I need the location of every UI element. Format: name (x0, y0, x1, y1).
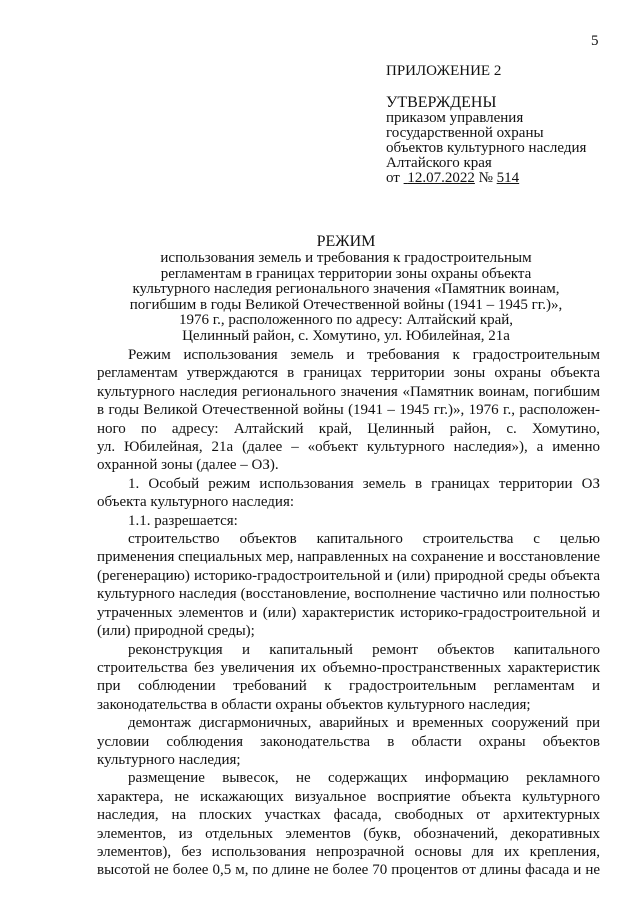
body-line: элементов, из отдельных элементов (букв, обозначений, декоративных (97, 825, 600, 842)
body-line: ул. Юбилейная, 21а (далее – «объект культурного наследия»), а именно (97, 439, 600, 456)
body-line: применения специальных мер, направленных на сохранение и восстановление (97, 549, 600, 566)
approval-line: Алтайского края (386, 155, 492, 171)
body-line: наследия, на плоских участках фасада, свободных от архитектурных (97, 807, 600, 824)
body-line: культурного наследия (восстановление, восполнение частично или полностью (97, 586, 600, 603)
body-paragraph (97, 530, 600, 640)
approval-line: приказом управления (386, 110, 524, 126)
body-line: (или) природной среды); (97, 623, 255, 640)
body-line: культурного наследия регионального значения «Памятник воинам, погибшим (97, 383, 600, 400)
approval-number: 514 (496, 170, 520, 186)
subtitle-line: культурного наследия регионального значения «Памятник воинам, (132, 281, 560, 297)
body-line: утраченных элементов и (или) характеристик историко-градостроительной и (97, 604, 600, 621)
subtitle-line: Целинный район, с. Хомутино, ул. Юбилейная, 21а (182, 327, 510, 344)
body-paragraph (97, 346, 600, 475)
document-title: РЕЖИМ (316, 233, 376, 250)
body-line: ного по адресу: Алтайский край, Целинный район, с. Хомутино, (97, 420, 600, 437)
document-body (97, 346, 600, 880)
body-line: (регенерацию) историко-градостроительной и (или) природной среды объекта (97, 567, 600, 584)
body-line: 1.1. разрешается: (128, 512, 238, 529)
body-paragraph (97, 475, 600, 512)
subtitle-line: погибшим в годы Великой Отечественной войны (1941 – 1945 гг.)», (129, 296, 563, 313)
body-line: регламентам утверждаются в границах территории зоны охраны объекта (97, 365, 600, 382)
subtitle-line: использования земель и требования к градостроительным (160, 250, 532, 266)
body-line: строительство объектов капитального строительства с целью (128, 531, 600, 548)
body-line: демонтаж дисгармоничных, аварийных и временных сооружений при (128, 715, 600, 732)
body-line: 1. Особый режим использования земель в границах территории ОЗ (128, 475, 600, 492)
approval-block (386, 95, 636, 186)
body-line: культурного наследия; (97, 751, 241, 768)
date-prefix: от (386, 170, 400, 186)
body-line: объекта культурного наследия: (97, 494, 295, 511)
body-line: реконструкция и капитальный ремонт объектов капитального (128, 641, 600, 658)
body-line: характера, не искажающих визуальное восприятие объекта культурного (97, 788, 600, 805)
number-sign: № (478, 170, 493, 186)
body-line: при соблюдении требований к градостроительным регламентам и (97, 678, 600, 695)
approval-date: 12.07.2022 (407, 170, 475, 186)
body-line: строительства без увеличения их объемно-пространственных характеристик (97, 659, 600, 676)
body-line: Режим использования земель и требования к градостроительным (128, 347, 600, 363)
body-paragraph (97, 769, 600, 879)
appendix-label: ПРИЛОЖЕНИЕ 2 (386, 63, 502, 79)
subtitle-line: 1976 г., расположенного по адресу: Алтайский край, (178, 312, 514, 328)
body-line: законодательства в области охраны объектов культурного наследия; (97, 696, 531, 713)
body-line: размещение вывесок, не содержащих информацию рекламного (128, 770, 600, 787)
body-paragraph (97, 641, 600, 715)
approval-heading: УТВЕРЖДЕНЫ (386, 94, 497, 111)
body-line: условии соблюдения законодательства в области охраны объектов (97, 733, 600, 750)
approval-date-line (386, 171, 636, 186)
approval-line: объектов культурного наследия (386, 140, 587, 156)
approval-line: государственной охраны (386, 125, 544, 141)
subtitle-line: регламентам в границах территории зоны охраны объекта (160, 265, 532, 282)
body-paragraph (97, 512, 600, 530)
body-paragraph (97, 714, 600, 769)
document-subtitle (96, 251, 596, 344)
body-line: элементов), без использования непрозрачной основы для их крепления, (97, 843, 600, 860)
body-line: в годы Великой Отечественной войны (1941 – 1945 гг.)», 1976 г., расположен- (97, 402, 600, 419)
page-number: 5 (591, 33, 599, 49)
body-line: высотой не более 0,5 м, по длине не более 70 процентов от длины фасада и не (97, 862, 600, 879)
body-line: охранной зоны (далее – ОЗ). (97, 457, 279, 474)
